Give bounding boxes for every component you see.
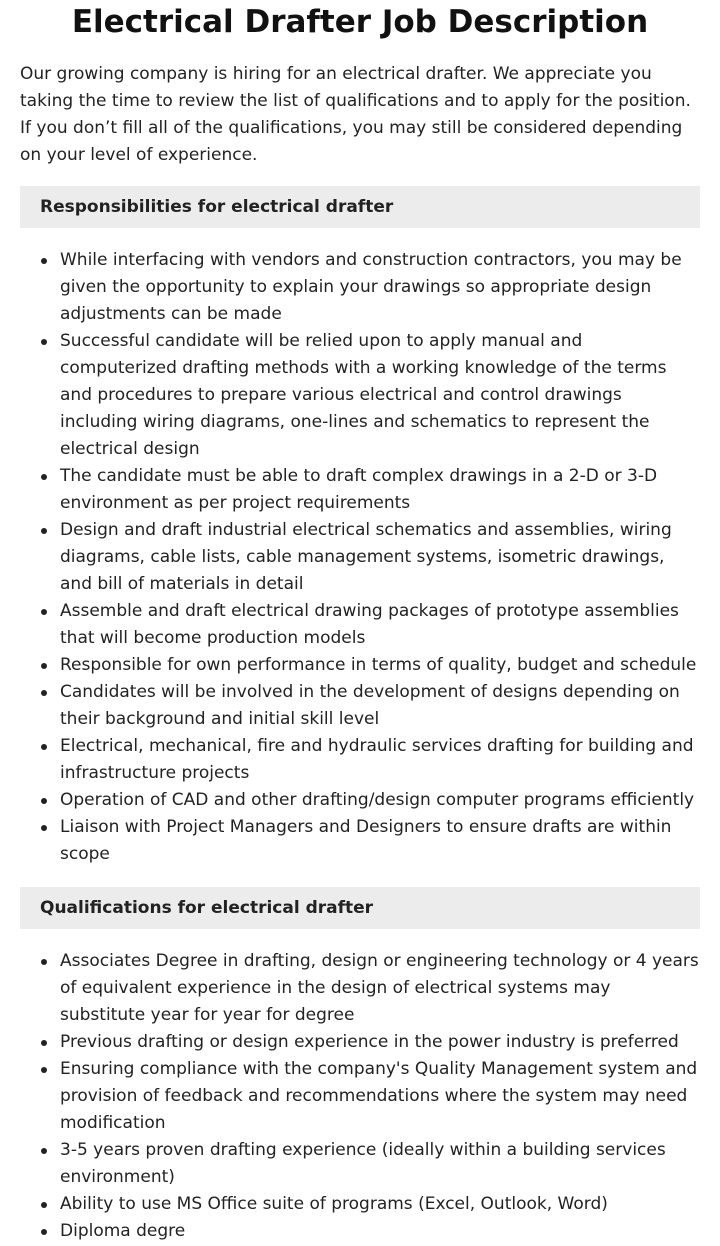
list-item [60,1029,700,1056]
list-item-text: Ability to use MS Office suite of programs (Excel, Outlook, Word) [60,1194,608,1214]
list-item-text: Associates Degree in drafting, design or engineering technology or 4 years of equivalent experience in the design of electrical systems may substitute year for year for degree [60,951,699,1025]
bullet-icon [41,1202,47,1208]
responsibilities-list [20,247,700,868]
list-item-text: Assemble and draft electrical drawing packages of prototype assemblies that will become production models [60,601,679,648]
list-item [60,814,700,868]
list-item-text: Diploma degre [60,1221,186,1241]
list-item [60,679,700,733]
list-item [60,1191,700,1218]
bullet-icon [41,1148,47,1154]
list-item [60,517,700,598]
list-item [60,247,700,328]
list-item-text: Design and draft industrial electrical schematics and assemblies, wiring diagrams, cable lists, cable management systems, isometric drawings, and bill of materials in detail [60,520,672,594]
bullet-icon [41,1229,47,1235]
list-item [60,598,700,652]
bullet-icon [41,258,47,264]
qualifications-list [20,948,700,1245]
bullet-icon [41,609,47,615]
list-item-text: Liaison with Project Managers and Designers to ensure drafts are within scope [60,817,672,864]
list-item [60,463,700,517]
bullet-icon [41,528,47,534]
list-item-text: Ensuring compliance with the company's Quality Management system and provision of feedback and recommendations where the system may need modification [60,1059,698,1133]
list-item [60,733,700,787]
bullet-icon [41,474,47,480]
bullet-icon [41,744,47,750]
list-item [60,1137,700,1191]
responsibilities-heading: Responsibilities for electrical drafter [20,186,700,228]
qualifications-heading: Qualifications for electrical drafter [20,887,700,929]
list-item-text: Previous drafting or design experience in the power industry is preferred [60,1032,679,1052]
intro-paragraph: Our growing company is hiring for an electrical drafter. We appreciate you taking the time to review the list of qualifications and to apply for the position. If you don’t fill all of the qualifications, you may still be considered depending on your level of experience. [20,64,691,165]
list-item [60,787,700,814]
bullet-icon [41,798,47,804]
list-item-text: Electrical, mechanical, fire and hydraulic services drafting for building and infrastructure projects [60,736,694,783]
bullet-icon [41,339,47,345]
bullet-icon [41,690,47,696]
list-item-text: The candidate must be able to draft complex drawings in a 2-D or 3-D environment as per project requirements [60,466,658,513]
list-item [60,1218,700,1245]
list-item-text: 3-5 years proven drafting experience (ideally within a building services environment) [60,1140,666,1187]
list-item [60,328,700,463]
bullet-icon [41,1040,47,1046]
bullet-icon [41,959,47,965]
page-title: Electrical Drafter Job Description [71,4,649,40]
list-item-text: Operation of CAD and other drafting/design computer programs efficiently [60,790,695,810]
bullet-icon [41,1067,47,1073]
list-item-text: While interfacing with vendors and construction contractors, you may be given the opportunity to explain your drawings so appropriate design adjustments can be made [60,250,682,324]
list-item-text: Responsible for own performance in terms of quality, budget and schedule [60,655,697,675]
list-item [60,1056,700,1137]
list-item-text: Successful candidate will be relied upon to apply manual and computerized drafting methods with a working knowledge of the terms and procedures to prepare various electrical and control drawings including wiring diagrams, one-lines and schematics to represent the electrical design [60,331,667,459]
list-item [60,652,700,679]
bullet-icon [41,825,47,831]
list-item-text: Candidates will be involved in the development of designs depending on their background and initial skill level [60,682,680,729]
list-item [60,948,700,1029]
bullet-icon [41,663,47,669]
